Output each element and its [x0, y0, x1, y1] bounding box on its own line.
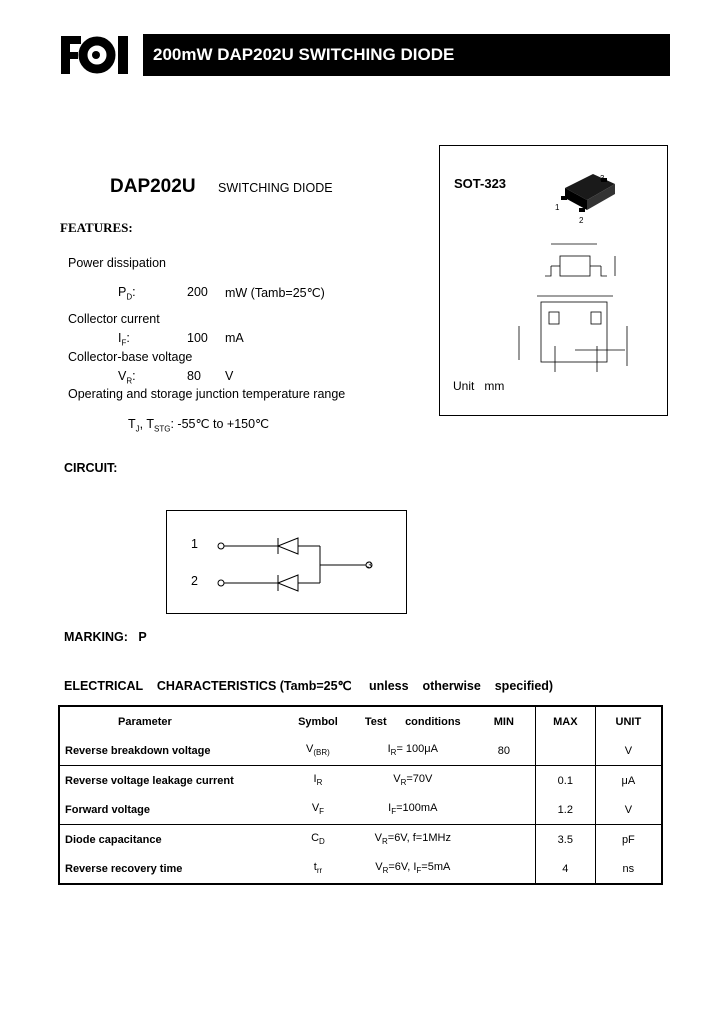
electrical-heading: ELECTRICAL CHARACTERISTICS (Tamb=25℃ unless otherwise specified): [64, 679, 554, 693]
row-condition: $I_R= 100\mu A$: [387, 743, 438, 758]
vr-value: 80: [187, 369, 201, 383]
circuit-schematic: [212, 530, 382, 594]
vr-unit: V: [225, 369, 234, 383]
row-condition: $I_F=100mA$: [388, 802, 438, 817]
row-min: [473, 766, 536, 796]
row-symbol: $t_{rr}$: [313, 861, 323, 876]
product-name: DAP202U: [110, 176, 196, 197]
if-symbol: $I_F$:: [118, 331, 130, 348]
package-unit: Unit mm: [453, 379, 505, 393]
collector-current-label: Collector current: [68, 312, 160, 326]
row-min: [473, 854, 536, 884]
row-unit: ns: [595, 854, 662, 884]
row-min: [473, 795, 536, 825]
table-header-row: [59, 706, 662, 736]
table-row: [59, 795, 662, 825]
table-row: [59, 825, 662, 855]
header-parameter: Parameter: [118, 715, 172, 728]
row-max: 0.1: [535, 766, 595, 796]
row-min: [473, 825, 536, 855]
pd-value: 200: [187, 285, 208, 299]
product-subtitle: SWITCHING DIODE: [218, 181, 333, 195]
row-symbol: $V_F$: [311, 802, 325, 817]
temperature-label: Operating and storage junction temperature range: [68, 387, 346, 401]
circuit-pin2-label: 2: [191, 574, 198, 588]
table-row: [59, 766, 662, 796]
row-parameter: Reverse recovery time: [65, 862, 183, 875]
vr-symbol: $V_R$:: [118, 369, 136, 386]
temperature-range: $T_J$, $T_{STG}$: -55℃ to +150℃: [128, 417, 270, 434]
row-unit: μA: [595, 766, 662, 796]
row-parameter: Reverse voltage leakage current: [59, 766, 283, 796]
package-pin1-label: 1: [555, 203, 560, 212]
table-row: [59, 736, 662, 766]
header-max: MAX: [535, 706, 595, 736]
header-symbol: Symbol: [298, 715, 338, 728]
row-unit: pF: [595, 825, 662, 855]
row-condition: $V_R=6V$, f=1MHz: [353, 825, 473, 855]
row-parameter: Diode capacitance: [59, 825, 283, 855]
circuit-heading: CIRCUIT:: [64, 461, 118, 475]
collector-base-label: Collector-base voltage: [68, 350, 193, 364]
if-unit: mA: [225, 331, 244, 345]
circuit-pin1-label: 1: [191, 537, 198, 551]
package-dimension-drawing: [515, 240, 635, 375]
marking: MARKING: P: [64, 630, 147, 644]
header-test-conditions: Test conditions: [364, 715, 461, 728]
electrical-characteristics-table: [58, 705, 663, 885]
row-symbol: $V_{(BR)}$: [306, 743, 330, 758]
circuit-pin3-label: 3: [367, 560, 373, 570]
document-title: 200mW DAP202U SWITCHING DIODE: [143, 34, 670, 76]
row-condition: $V_R=70V$: [353, 766, 473, 796]
package-3d-drawing: [555, 170, 625, 226]
row-unit: V: [595, 736, 662, 766]
package-name: SOT-323: [454, 176, 507, 191]
row-max: 3.5: [535, 825, 595, 855]
row-parameter: Forward voltage: [65, 803, 150, 816]
row-max: 1.2: [535, 795, 595, 825]
pd-symbol: $P_D$:: [118, 285, 136, 302]
company-logo: [60, 34, 132, 76]
row-parameter: Reverse breakdown voltage: [65, 744, 211, 757]
row-max: 4: [535, 854, 595, 884]
power-dissipation-label: Power dissipation: [68, 256, 166, 270]
pd-unit: mW (Tamb=25℃): [225, 286, 325, 300]
package-pin2-label: 2: [579, 216, 584, 225]
row-unit: V: [595, 795, 662, 825]
header-unit: UNIT: [595, 706, 662, 736]
row-min: 80: [497, 744, 510, 757]
fci-logo-mark: [60, 34, 132, 76]
row-symbol: $C_D$: [283, 825, 353, 855]
row-max: [535, 736, 595, 766]
package-pin3-label: 3: [600, 174, 605, 183]
row-condition: $V_R=6V$, $I_F=5mA$: [375, 861, 451, 876]
header-min: MIN: [493, 715, 514, 728]
row-symbol: $I_R$: [283, 766, 353, 796]
if-value: 100: [187, 331, 208, 345]
table-row: [59, 854, 662, 884]
features-heading: FEATURES:: [60, 220, 133, 235]
